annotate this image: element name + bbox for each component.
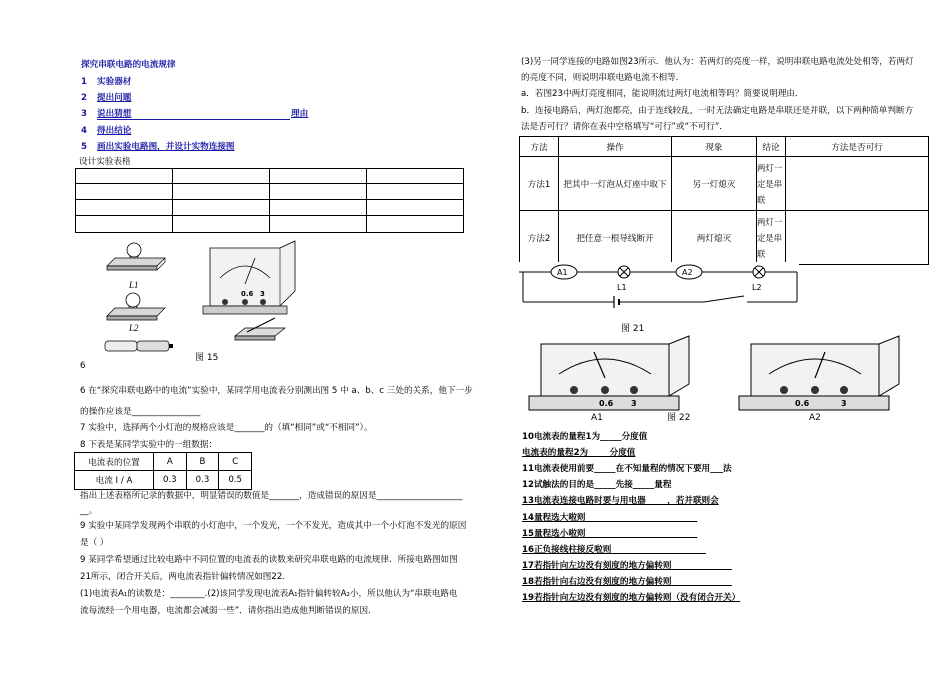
table-row-label: 电流 I / A (75, 471, 154, 490)
switch-icon (235, 318, 285, 340)
question-8-error: 指出上述表格所记录的数据中，明显错误的数值是_______，造成错误的原因是____________________ (80, 491, 463, 501)
item-12: 12试触法的目的是_____先接_____量程 (522, 480, 672, 490)
l2-label: L2 (129, 323, 139, 333)
svg-text:A1: A1 (557, 268, 568, 277)
svg-text:0.6: 0.6 (599, 399, 614, 408)
method-header: 结论 (757, 137, 786, 157)
step-3-line (97, 119, 290, 120)
item-15: 15量程选小啦则__________________________ (522, 529, 698, 539)
svg-text:0.6: 0.6 (795, 399, 810, 408)
question-9b-cont: 21所示，闭合开关后，两电流表指针偏转情况如图22. (80, 572, 286, 582)
item-18: 18若指针向右边没有刻度的地方偏转则______________ (522, 577, 732, 587)
question-7: 7 实验中，选择两个小灯泡的规格应该是_______的（填“相同”或“不相同”）。 (80, 423, 373, 433)
feasibility-answer[interactable] (786, 157, 929, 211)
step-num-1: 1 (81, 77, 87, 87)
method-header: 方法是否可行 (786, 137, 929, 157)
method-table (519, 136, 929, 265)
ammeter-a1-symbol (551, 265, 577, 279)
bulb-l2-icon (107, 293, 165, 320)
section-title: 探究串联电路的电流规律 (81, 60, 176, 70)
table-header: 电流表的位置 (75, 453, 154, 471)
question-9a-cont: 是（ ） (80, 538, 109, 548)
ammeter-icon (203, 241, 295, 314)
svg-text:A2: A2 (682, 268, 693, 277)
question-6: 6 在“探究串联电路中的电流”实验中，某同学用电流表分别测出图 5 中 a、b、c 三处的关系，他下一步 (80, 386, 473, 396)
ammeter-scale-3: 3 (260, 290, 265, 298)
ammeter-a2-symbol (676, 265, 702, 279)
fig22-caption: 图 22 (667, 413, 691, 423)
item-17: 17若指针向左边没有刻度的地方偏转则______________ (522, 561, 732, 571)
feasibility-answer[interactable] (786, 211, 929, 265)
battery-icon (105, 341, 173, 351)
svg-text:3: 3 (841, 399, 847, 408)
table-header: A (154, 453, 187, 471)
ammeter-scale-06: 0.6 (241, 290, 254, 298)
question-8-end: __。 (80, 506, 98, 516)
svg-text:L2: L2 (752, 283, 762, 292)
current-data-table (74, 452, 252, 490)
svg-text:A1: A1 (591, 413, 603, 423)
svg-text:3: 3 (631, 399, 637, 408)
item-10b: 电流表的量程2为_____分度值 (522, 448, 636, 458)
item-11: 11电流表使用前要_____在不知量程的情况下要用___法 (522, 464, 732, 474)
step-num-2: 2 (81, 93, 87, 103)
svg-text:A2: A2 (809, 413, 821, 423)
method-header: 操作 (559, 137, 672, 157)
fig21-caption: 图 21 (621, 324, 645, 334)
part-b-line2: 法是否可行？请你在表中空格填写“可行”或“不可行”． (521, 122, 728, 132)
table-header: B (186, 453, 219, 471)
table-cell: 0.5 (219, 471, 252, 490)
item-19: 19若指针向左边没有刻度的地方偏转则（没有闭合开关） (522, 593, 741, 603)
part-a: a．若图23中两灯亮度相同，能说明流过两灯电流相等吗？简要说明理由． (521, 89, 804, 99)
svg-text:L1: L1 (617, 283, 627, 292)
method-header: 方法 (520, 137, 559, 157)
step-text-1: 实验器材 (97, 77, 132, 87)
step-num-5: 5 (81, 142, 87, 152)
table-cell: 0.3 (154, 471, 187, 490)
question-8: 8 下表是某同学实验中的一组数据： (80, 440, 218, 450)
method-cell: 两灯一定是串联 (757, 157, 786, 211)
method-cell: 两灯熄灭 (672, 211, 757, 265)
question-9a: 9 实验中某同学发现两个串联的小灯泡中，一个发光，一个不发光，造成其中一个小灯泡不发光的原因 (80, 521, 467, 531)
table-cell: 0.3 (186, 471, 219, 490)
step-num-4: 4 (81, 126, 87, 136)
item-10: 10电流表的量程1为_____分度值 (522, 432, 648, 442)
figure-22-meters (519, 334, 909, 424)
method-header: 现象 (672, 137, 757, 157)
method-cell: 方法1 (520, 157, 559, 211)
question-9b-part1: (1)电流表A₁的读数是：________.(2)该同学发现电流表A₁指针偏转较A₂小，所以他认为“串联电路电 (80, 589, 458, 599)
blank-experiment-table (75, 168, 464, 233)
part-b-line1: b．连接电路后，两灯泡都亮，由于连线较乱，一时无法确定电路是串联还是并联，以下两种简单判断方 (521, 106, 914, 116)
step-text-5: 画出实验电路图，并设计实物连接图 (97, 142, 235, 152)
bulb-l1-icon (107, 243, 165, 270)
step-num-3: 3 (81, 109, 87, 119)
step-text-4: 得出结论 (97, 126, 132, 136)
method-cell: 方法2 (520, 211, 559, 265)
step-3-reason: 理由 (291, 109, 309, 119)
step-text-3: 说出猜想 (97, 109, 132, 119)
figure-21-circuit (519, 262, 799, 334)
q6-number: 6 (80, 361, 86, 371)
table-header: C (219, 453, 252, 471)
question-6-cont: 的操作应该是________________ (80, 407, 201, 417)
method-cell: 把任意一根导线断开 (559, 211, 672, 265)
question-9b-part2: 流每流经一个用电器，电流都会减弱一些”．请你指出造成他判断错误的原因． (80, 606, 377, 616)
fig15-caption: 图 15 (195, 353, 219, 363)
step-text-2: 提出问题 (97, 93, 132, 103)
method-cell: 另一灯熄灭 (672, 157, 757, 211)
method-cell: 两灯一定是串联 (757, 211, 786, 265)
item-16: 16正负接线柱接反啦则______________________ (522, 545, 706, 555)
question-9b: 9 某同学希望通过比较电路中不同位置的电流表的读数来研究串联电路的电流规律．所接电路图如图 (80, 555, 458, 565)
item-13: 13电流表连接电路时要与用电器_____，若并联则会 (522, 496, 719, 506)
part3-line1: (3)另一同学连接的电路如图23所示．他认为：若两灯的亮度一样，说明串联电路电流处处相等，若两灯 (521, 57, 914, 67)
meter-a2-icon (739, 336, 899, 423)
table-title: 设计实验表格 (79, 157, 131, 167)
l1-label: L1 (129, 280, 139, 290)
method-cell: 把其中一灯泡从灯座中取下 (559, 157, 672, 211)
part3-line2: 的亮度不同，则说明串联电路电流不相等． (521, 73, 685, 83)
figure-15 (95, 236, 310, 364)
meter-a1-icon (529, 336, 689, 423)
item-14: 14量程选大啦则__________________________ (522, 513, 698, 523)
